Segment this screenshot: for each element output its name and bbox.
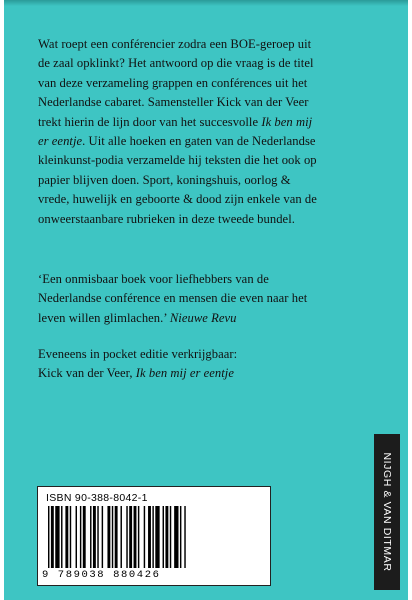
quote-line-text: leven willen glimlachen.’ [38, 310, 170, 325]
blurb-line: onweerstaanbare rubrieken in deze tweede bundel. [38, 211, 295, 226]
pocket-line: Eveneens in pocket editie verkrijgbaar: [38, 347, 238, 361]
barcode-stripe [51, 506, 54, 568]
book-title-italic: Ik ben mij [261, 114, 313, 129]
review-quote [38, 270, 380, 328]
blurb-line [38, 113, 380, 132]
barcode-stripe [102, 506, 103, 568]
blurb-line [38, 132, 380, 151]
barcode-stripe [76, 506, 77, 568]
barcode-stripe [138, 506, 139, 568]
barcode-stripe [174, 506, 178, 568]
quote-line: ‘Een onmisbaar boek voor liefhebbers van de [38, 272, 269, 286]
pocket-author: Kick van der Veer, [38, 366, 136, 381]
barcode-icon [46, 506, 262, 568]
barcode-stripe [121, 506, 122, 568]
blurb-line: Wat roept een conférencier zodra een BOE-geroep uit [38, 37, 312, 51]
blurb-line-text: trekt hierin de lijn door van het succesvolle [38, 114, 262, 129]
publisher-name: NIJGH & VAN DITMAR [381, 452, 393, 572]
barcode-stripe [170, 506, 171, 568]
barcode-stripe [107, 506, 110, 568]
blurb-line: vrede, huwelijk en geboorte & dood zijn enkele van de [38, 192, 317, 207]
quote-line [38, 309, 380, 328]
barcode-stripe [112, 506, 113, 568]
book-title-italic: er eentje [38, 134, 83, 149]
blurb-line: Nederlandse cabaret. Samensteller Kick van der Veer [38, 95, 309, 110]
pocket-line [38, 364, 380, 383]
barcode-stripe [90, 506, 91, 568]
blurb-line: van deze verzameling grappen en conférences uit het [38, 75, 308, 90]
barcode-stripe [184, 506, 185, 568]
barcode-stripe [165, 506, 168, 568]
barcode-stripe [180, 506, 181, 568]
barcode-stripe [115, 506, 118, 568]
barcode-stripe [55, 506, 59, 568]
barcode-stripe [65, 506, 68, 568]
barcode-stripe [155, 506, 159, 568]
barcode-stripe [70, 506, 71, 568]
barcode-stripe [61, 506, 62, 568]
barcode-number: 9 789038 880426 [42, 569, 161, 581]
book-back-cover [4, 0, 408, 600]
pocket-title: Ik ben mij er eentje [135, 366, 234, 381]
quote-line: Nederlandse conférence en mensen die even naar het [38, 291, 308, 306]
barcode-stripe [163, 506, 164, 568]
quote-source: Nieuwe Revu [169, 310, 237, 325]
barcode-stripe [80, 506, 81, 568]
publisher-label [374, 434, 400, 590]
barcode-stripe [134, 506, 137, 568]
barcode-stripe [144, 506, 145, 568]
barcode-stripe [97, 506, 98, 568]
blurb-line: kleinkunst-podia verzamelde hij teksten die het ook op [38, 153, 317, 168]
barcode-sticker [37, 486, 271, 586]
blurb-line: de zaal opklinkt? Het antwoord op die vraag is de titel [38, 56, 314, 71]
barcode-stripe [48, 506, 49, 568]
barcode-stripe [148, 506, 151, 568]
blurb-paragraph [38, 35, 380, 229]
pocket-edition-note [38, 345, 380, 384]
barcode-stripe [83, 506, 86, 568]
barcode-stripe [152, 506, 153, 568]
blurb-line: papier blijven doen. Sport, koningshuis, oorlog & [38, 172, 291, 187]
barcode-stripe [126, 506, 127, 568]
isbn-text: ISBN 90-388-8042-1 [46, 492, 148, 504]
barcode-stripe [93, 506, 96, 568]
barcode-stripe [129, 506, 132, 568]
blurb-line-text: . Uit alle hoeken en gaten van de Nederlandse [82, 134, 316, 149]
